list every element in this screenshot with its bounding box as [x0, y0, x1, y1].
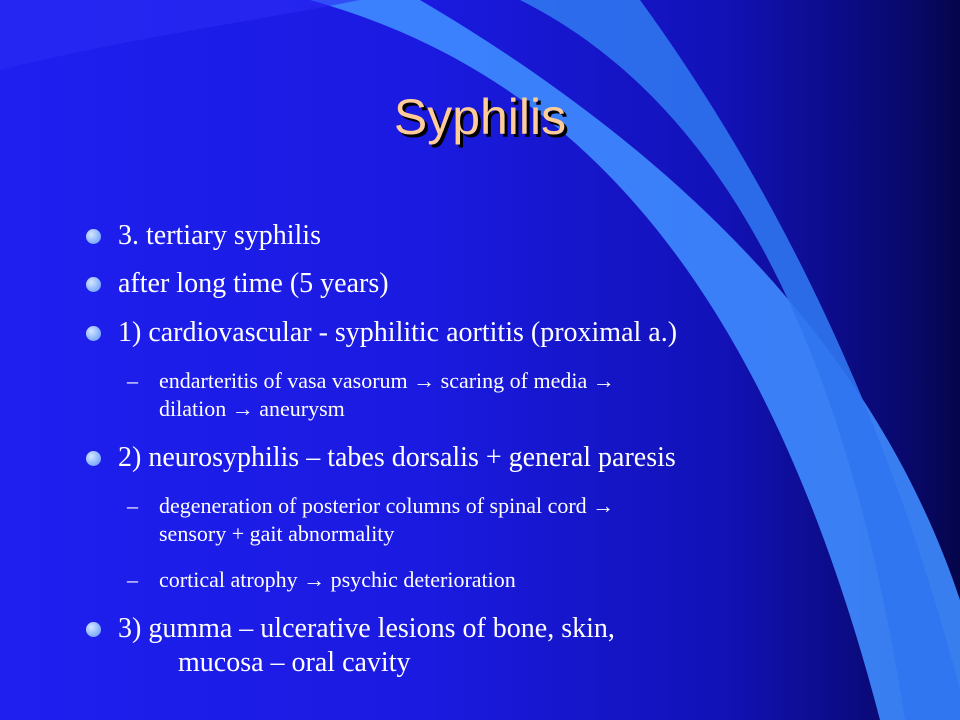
sub-bullet-line: cortical atrophy → psychic deterioration [159, 567, 516, 592]
sub-bullet-dash-icon: – [127, 567, 138, 592]
sub-bullet-dash-icon: – [127, 493, 138, 518]
sub-bullet-item [127, 367, 615, 423]
bullet-text-continuation: mucosa – oral cavity [178, 647, 411, 678]
bullet-item [118, 441, 676, 475]
sub-bullet-line: degeneration of posterior columns of spinal cord → [159, 493, 615, 518]
bullet-item [118, 219, 321, 253]
sub-bullet-dash-icon: – [127, 368, 138, 393]
bullet-dot-icon [86, 451, 101, 466]
bullet-dot-icon [86, 229, 101, 244]
bullet-text: 1) cardiovascular - syphilitic aortitis (proximal a.) [118, 317, 678, 348]
bullet-item [118, 612, 615, 680]
bullet-text: 3) gumma – ulcerative lesions of bone, skin, [118, 613, 615, 644]
bullet-dot-icon [86, 622, 101, 637]
bullet-item [118, 316, 677, 350]
sub-bullet-line: endarteritis of vasa vasorum → scaring of media → [159, 368, 615, 393]
bullet-dot-icon [86, 326, 101, 341]
slide-title: Syphilis [393, 89, 567, 145]
bullet-item [118, 267, 389, 301]
bullet-dot-icon [86, 277, 101, 292]
bullet-text: 3. tertiary syphilis [118, 220, 321, 251]
sub-bullet-item [127, 492, 615, 548]
sub-bullet-line: dilation → aneurysm [159, 396, 345, 421]
bullet-text: 2) neurosyphilis – tabes dorsalis + general paresis [118, 442, 676, 473]
bullet-text: after long time (5 years) [118, 268, 389, 299]
sub-bullet-item [127, 566, 516, 594]
sub-bullet-line: sensory + gait abnormality [159, 521, 395, 546]
